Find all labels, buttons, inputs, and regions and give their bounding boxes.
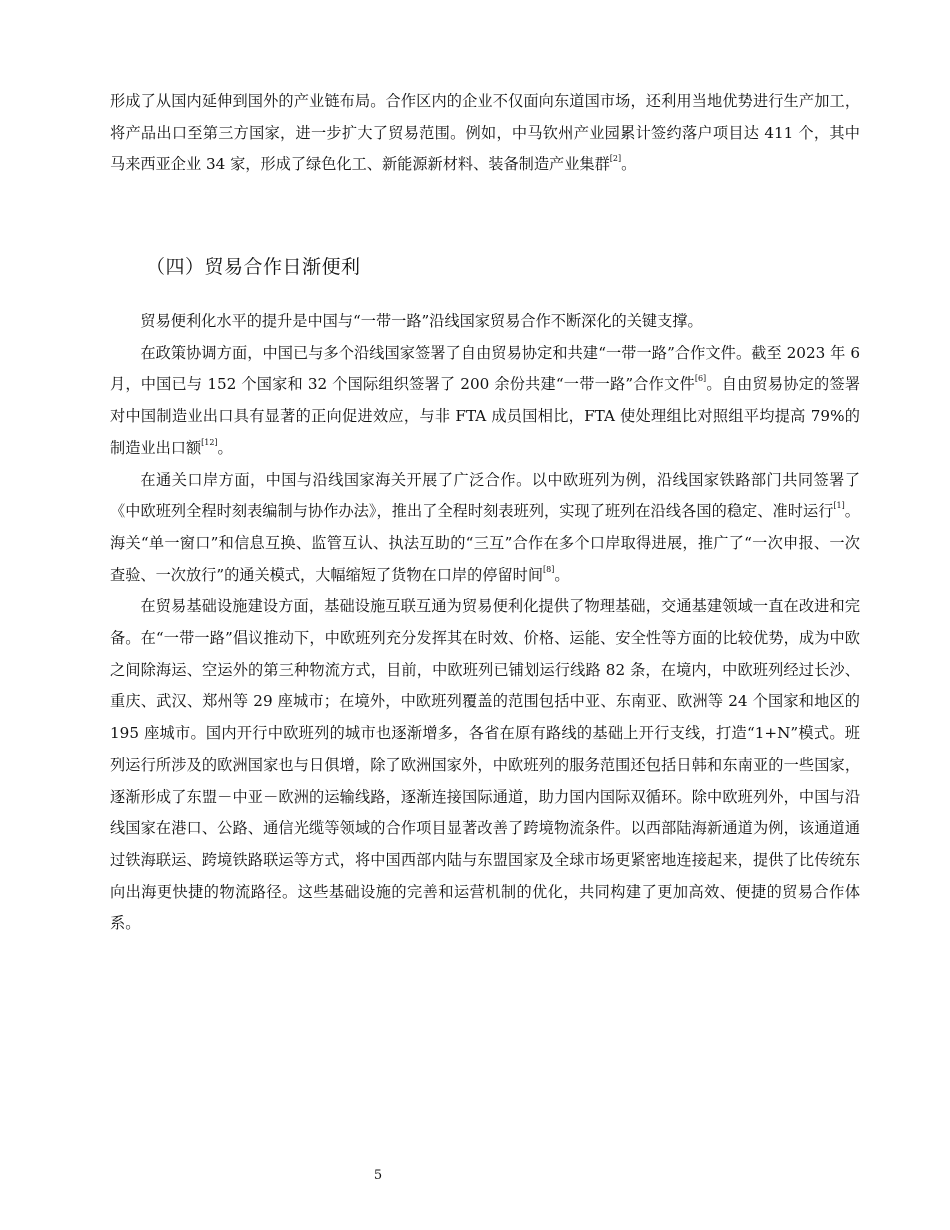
paragraph-customs-text-c: 。 — [554, 565, 570, 584]
citation-ref: [12] — [201, 437, 218, 447]
paragraph-customs-text-a: 在通关口岸方面，中国与沿线国家海关开展了广泛合作。以中欧班列为例，沿线国家铁路部门共同签署了《中欧班列全程时刻表编制与协作办法》，推出了全程时刻表班列，实现了班列在沿线各国的稳定、准时运行 — [110, 470, 860, 521]
paragraph-overview: 贸易便利化水平的提升是中国与“一带一路”沿线国家贸易合作不断深化的关键支撑。 — [140, 312, 703, 330]
intro-paragraph — [110, 86, 860, 181]
page-number: 5 — [373, 1168, 383, 1183]
citation-ref: [8] — [543, 564, 555, 574]
section-heading: （四）贸易合作日渐便利 — [146, 256, 361, 278]
intro-paragraph-text: 形成了从国内延伸到国外的产业链布局。合作区内的企业不仅面向东道国市场，还利用当地优势进行生产加工，将产品出口至第三方国家，进一步扩大了贸易范围。例如，中马钦州产业园累计签约落户项目达 411 个，其中马来西亚企业 34 家，形成了绿色化工、新能源新材料、装备制造产业集群 — [110, 92, 860, 174]
paragraph-infrastructure: 在贸易基础设施建设方面，基础设施互联互通为贸易便利化提供了物理基础，交通基建领域一直在改进和完备。在“一带一路”倡议推动下，中欧班列充分发挥其在时效、价格、运能、安全性等方面的比较优势，成为中欧之间除海运、空运外的第三种物流方式，目前，中欧班列已铺划运行线路 82 条，在境内，中欧班列经过长沙、重庆、武汉、郑州等 29 座城市；在境外，中欧班列覆盖的范围包括中亚、东南亚、欧洲等 24 个国家和地区的 195 座城市。国内开行中欧班列的城市也逐渐增多，各省在原有路线的基础上开行支线，打造“1+N”模式。班列运行所涉及的欧洲国家也与日俱增，除了欧洲国家外，中欧班列的服务范围还包括日韩和东南亚的一些国家，逐渐形成了东盟－中亚－欧洲的运输线路，逐渐连接国际通道，助力国内国际双循环。除中欧班列外，中国与沿线国家在港口、公路、通信光缆等领域的合作项目显著改善了跨境物流条件。以西部陆海新通道为例，该通道通过铁海联运、跨境铁路联运等方式，将中国西部内陆与东盟国家及全球市场更紧密地连接起来，提供了比传统东向出海更快捷的物流路径。这些基础设施的完善和运营机制的优化，共同构建了更加高效、便捷的贸易合作体系。 — [110, 597, 860, 933]
paragraph-policy-text-c: 。 — [217, 438, 233, 457]
paragraph-policy-text-b: 。自由贸易协定的签署对中国制造业出口具有显著的正向促进效应，与非 FTA 成员国相比，FTA 使处理组比对照组平均提高 79%的制造业出口额 — [110, 375, 861, 457]
paragraph-policy — [110, 338, 860, 465]
citation-ref: [6] — [694, 374, 707, 384]
paragraph-policy-text-a: 在政策协调方面，中国已与多个沿线国家签署了自由贸易协定和共建“一带一路”合作文件。截至 2023 年 6 月，中国已与 152 个国家和 32 个国际组织签署了 200 余份共建“一带一路”合作文件 — [110, 343, 860, 394]
section-body — [110, 306, 860, 940]
intro-paragraph-block — [110, 86, 860, 181]
intro-paragraph-end: 。 — [621, 155, 637, 174]
paragraph-customs — [110, 465, 860, 592]
citation-ref: [2] — [609, 154, 622, 164]
citation-ref: [1] — [833, 501, 845, 511]
paragraph-customs-text-b: 。海关“单一窗口”和信息互换、监管互认、执法互助的“三互”合作在多个口岸取得进展，推广了“一次申报、一次查验、一次放行”的通关模式，大幅缩短了货物在口岸的停留时间 — [110, 502, 860, 584]
